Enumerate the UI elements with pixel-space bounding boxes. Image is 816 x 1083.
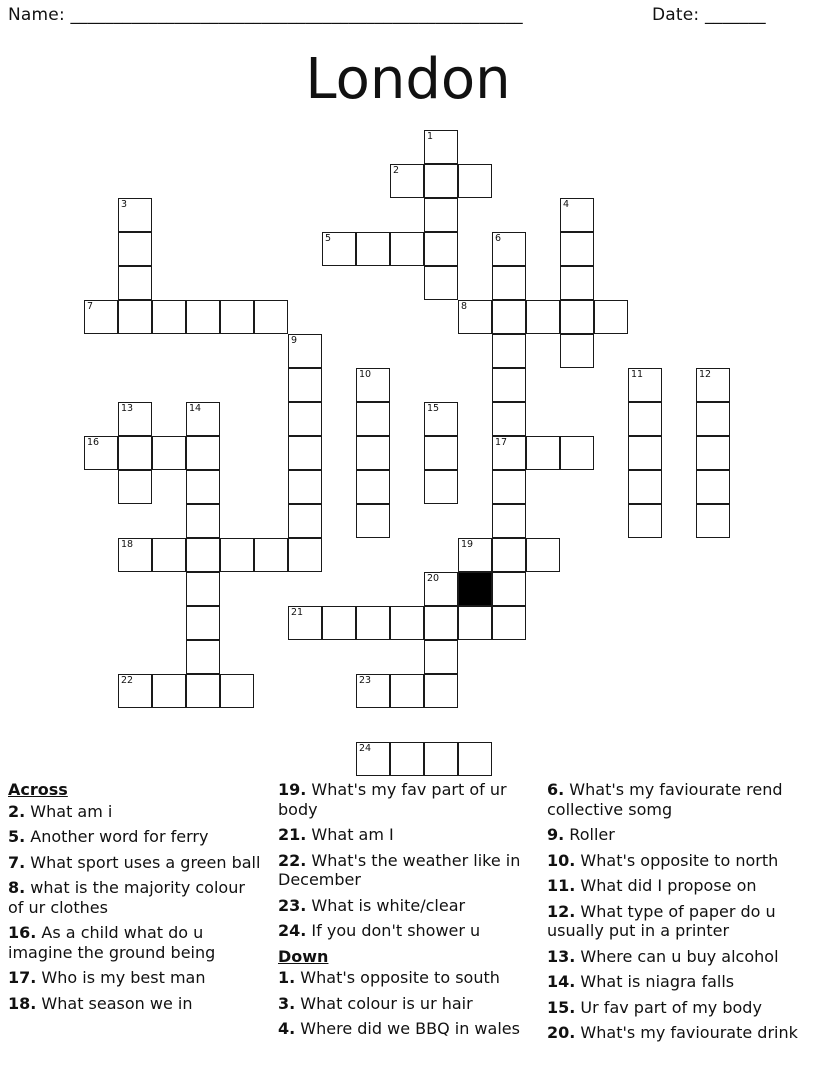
- clue-number-label: 24.: [278, 921, 307, 940]
- clue-number-label: 3.: [278, 993, 296, 1013]
- grid-cell[interactable]: [458, 742, 492, 776]
- grid-cell[interactable]: [118, 402, 152, 436]
- clue-number: 19: [461, 539, 474, 550]
- clue-text: What season we in: [36, 993, 193, 1013]
- grid-cell[interactable]: [288, 504, 322, 538]
- down-heading: Down: [278, 946, 329, 966]
- grid-cell[interactable]: [356, 232, 390, 266]
- clue-number: 11: [631, 369, 644, 380]
- grid-cell[interactable]: [118, 198, 152, 232]
- clues-column-1: [8, 780, 263, 1019]
- clue-number: 6: [495, 233, 502, 244]
- grid-cell[interactable]: [322, 606, 356, 640]
- grid-cell[interactable]: [356, 674, 390, 708]
- clue-text: What is niagra falls: [575, 972, 735, 991]
- grid-cell[interactable]: [220, 674, 254, 708]
- down-clue: [278, 994, 533, 1014]
- grid-cell[interactable]: [288, 334, 322, 368]
- grid-cell[interactable]: [424, 198, 458, 232]
- grid-cell[interactable]: [356, 368, 390, 402]
- grid-cell[interactable]: [458, 538, 492, 572]
- across-clue: [278, 851, 533, 890]
- clue-number: 10: [359, 369, 372, 380]
- grid-cell[interactable]: [628, 470, 662, 504]
- grid-cell[interactable]: [492, 266, 526, 300]
- grid-cell[interactable]: [424, 470, 458, 504]
- grid-cell[interactable]: [424, 402, 458, 436]
- grid-cell[interactable]: [186, 470, 220, 504]
- clue-text: What sport uses a green ball: [25, 852, 261, 872]
- clues-column-2: [278, 780, 533, 1045]
- across-clue: [8, 853, 263, 873]
- down-clue: [547, 947, 809, 967]
- clues-column-3: [547, 780, 809, 1049]
- grid-cell[interactable]: [118, 266, 152, 300]
- grid-cell[interactable]: [220, 538, 254, 572]
- clue-number: 1: [427, 131, 434, 142]
- grid-cell[interactable]: [356, 470, 390, 504]
- grid-cell[interactable]: [152, 538, 186, 572]
- clue-number: 3: [121, 199, 128, 210]
- grid-cell[interactable]: [186, 640, 220, 674]
- clue-text: Where did we BBQ in wales: [295, 1019, 520, 1038]
- clue-text: What is white/clear: [306, 895, 466, 915]
- clue-number-label: 5.: [8, 827, 26, 846]
- clue-number: 18: [121, 539, 134, 550]
- grid-cell[interactable]: [424, 232, 458, 266]
- grid-cell[interactable]: [492, 606, 526, 640]
- down-clue: [278, 1019, 533, 1039]
- down-clue: [547, 902, 809, 941]
- clue-number: 21: [291, 607, 304, 618]
- grid-cell[interactable]: [118, 232, 152, 266]
- grid-cell[interactable]: [186, 606, 220, 640]
- grid-cell[interactable]: [186, 674, 220, 708]
- clue-number: 8: [461, 301, 468, 312]
- grid-cell[interactable]: [186, 572, 220, 606]
- grid-cell[interactable]: [390, 232, 424, 266]
- grid-cell[interactable]: [424, 130, 458, 164]
- grid-cell[interactable]: [424, 674, 458, 708]
- grid-cell[interactable]: [696, 470, 730, 504]
- clue-number-label: 16.: [8, 923, 37, 942]
- grid-cell[interactable]: [288, 606, 322, 640]
- grid-cell[interactable]: [186, 300, 220, 334]
- grid-cell[interactable]: [492, 538, 526, 572]
- clue-text: Where can u buy alcohol: [575, 946, 779, 966]
- grid-cell[interactable]: [458, 300, 492, 334]
- grid-cell[interactable]: [254, 538, 288, 572]
- clue-text: What's my fav part of ur body: [278, 780, 507, 819]
- clue-number: 22: [121, 675, 134, 686]
- clue-number: 13: [121, 403, 134, 414]
- clue-number: 23: [359, 675, 372, 686]
- down-clue: [278, 968, 533, 988]
- grid-cell[interactable]: [152, 436, 186, 470]
- grid-cell[interactable]: [288, 538, 322, 572]
- clue-number: 4: [563, 199, 570, 210]
- puzzle-title: London: [305, 47, 511, 112]
- clue-number-label: 14.: [547, 972, 576, 991]
- grid-cell[interactable]: [186, 402, 220, 436]
- clue-number-label: 9.: [547, 825, 565, 844]
- clue-number: 20: [427, 573, 440, 584]
- clue-number-label: 11.: [547, 876, 576, 895]
- clue-number: 9: [291, 335, 298, 346]
- grid-cell[interactable]: [84, 436, 118, 470]
- across-clue: [8, 968, 263, 988]
- grid-cell[interactable]: [696, 504, 730, 538]
- clue-number: 5: [325, 233, 332, 244]
- clue-text: Ur fav part of my body: [575, 997, 762, 1017]
- clue-text: What did I propose on: [575, 876, 757, 895]
- grid-cell[interactable]: [492, 402, 526, 436]
- grid-cell[interactable]: [186, 436, 220, 470]
- grid-cell[interactable]: [696, 368, 730, 402]
- down-clue: [547, 998, 809, 1018]
- clue-number-label: 6.: [547, 780, 565, 799]
- grid-cell[interactable]: [424, 640, 458, 674]
- grid-cell[interactable]: [458, 164, 492, 198]
- grid-cell[interactable]: [390, 606, 424, 640]
- grid-cell[interactable]: [390, 164, 424, 198]
- clue-number: 2: [393, 165, 400, 176]
- clue-text: What type of paper do u usually put in a printer: [547, 901, 776, 940]
- grid-cell[interactable]: [560, 198, 594, 232]
- grid-cell[interactable]: [560, 266, 594, 300]
- grid-cell[interactable]: [594, 300, 628, 334]
- grid-cell[interactable]: [492, 572, 526, 606]
- across-clue: [278, 921, 533, 941]
- name-field-label: Name: ____________________________________________________: [8, 5, 523, 25]
- grid-cell[interactable]: [186, 538, 220, 572]
- grid-cell[interactable]: [628, 368, 662, 402]
- across-heading: Across: [8, 780, 68, 799]
- clue-number-label: 21.: [278, 825, 307, 844]
- grid-cell[interactable]: [186, 504, 220, 538]
- across-clue: [278, 896, 533, 916]
- grid-cell[interactable]: [628, 436, 662, 470]
- grid-cell[interactable]: [288, 402, 322, 436]
- grid-cell[interactable]: [254, 300, 288, 334]
- across-clue: [8, 994, 263, 1014]
- clue-text: What's opposite to south: [295, 968, 500, 987]
- grid-cell[interactable]: [560, 232, 594, 266]
- grid-cell[interactable]: [458, 606, 492, 640]
- down-clue: [547, 851, 809, 871]
- grid-cell[interactable]: [492, 334, 526, 368]
- clue-number-label: 4.: [278, 1019, 296, 1038]
- clue-text: What am I: [306, 825, 394, 844]
- clue-text: As a child what do u imagine the ground being: [8, 923, 216, 962]
- clue-number: 15: [427, 403, 440, 414]
- grid-cell[interactable]: [492, 232, 526, 266]
- clue-text: What's my faviourate drink: [575, 1023, 798, 1042]
- date-field-label: Date: _______: [652, 5, 766, 25]
- clue-text: Roller: [564, 825, 615, 844]
- clue-text: What's my faviourate rend collective somg: [547, 780, 783, 819]
- across-clue: [278, 825, 533, 845]
- grid-cell[interactable]: [492, 504, 526, 538]
- clue-number-label: 18.: [8, 993, 37, 1013]
- black-grid-cell: [458, 572, 492, 606]
- clue-number-label: 8.: [8, 878, 26, 897]
- grid-cell[interactable]: [356, 436, 390, 470]
- clue-number: 16: [87, 437, 100, 448]
- grid-cell[interactable]: [526, 300, 560, 334]
- grid-cell[interactable]: [152, 674, 186, 708]
- grid-cell[interactable]: [696, 402, 730, 436]
- across-clue: [8, 802, 263, 822]
- grid-cell[interactable]: [288, 470, 322, 504]
- clue-text: If you don't shower u: [306, 921, 481, 940]
- grid-cell[interactable]: [526, 436, 560, 470]
- clue-number: 7: [87, 301, 94, 312]
- grid-cell[interactable]: [118, 674, 152, 708]
- clue-number-label: 23.: [278, 895, 307, 915]
- clue-number-label: 17.: [8, 968, 37, 987]
- grid-cell[interactable]: [152, 300, 186, 334]
- grid-cell[interactable]: [118, 538, 152, 572]
- grid-cell[interactable]: [560, 436, 594, 470]
- across-clue: [8, 827, 263, 847]
- grid-cell[interactable]: [118, 470, 152, 504]
- clue-number-label: 15.: [547, 997, 576, 1017]
- clue-text: What am i: [25, 801, 113, 821]
- grid-cell[interactable]: [424, 266, 458, 300]
- down-clue: [547, 825, 809, 845]
- grid-cell[interactable]: [424, 164, 458, 198]
- grid-cell[interactable]: [424, 572, 458, 606]
- grid-cell[interactable]: [696, 436, 730, 470]
- grid-cell[interactable]: [424, 436, 458, 470]
- across-clue: [278, 780, 533, 819]
- grid-cell[interactable]: [288, 436, 322, 470]
- clue-number: 12: [699, 369, 712, 380]
- clue-number: 24: [359, 743, 372, 754]
- grid-cell[interactable]: [118, 300, 152, 334]
- grid-cell[interactable]: [560, 334, 594, 368]
- grid-cell[interactable]: [526, 538, 560, 572]
- down-clue: [547, 876, 809, 896]
- grid-cell[interactable]: [84, 300, 118, 334]
- clue-number-label: 7.: [8, 852, 26, 872]
- grid-cell[interactable]: [492, 368, 526, 402]
- grid-cell[interactable]: [288, 368, 322, 402]
- clue-text: What's the weather like in December: [278, 850, 521, 889]
- across-clue: [8, 878, 263, 917]
- grid-cell[interactable]: [492, 470, 526, 504]
- grid-cell[interactable]: [424, 742, 458, 776]
- down-clue: [547, 1023, 809, 1043]
- clue-number: 17: [495, 437, 508, 448]
- grid-cell[interactable]: [356, 606, 390, 640]
- grid-cell[interactable]: [390, 742, 424, 776]
- clue-number-label: 12.: [547, 901, 576, 921]
- grid-cell[interactable]: [390, 674, 424, 708]
- grid-cell[interactable]: [118, 436, 152, 470]
- clue-number-label: 2.: [8, 801, 26, 821]
- clue-text: Another word for ferry: [25, 827, 209, 846]
- clue-text: Who is my best man: [36, 968, 206, 987]
- clue-text: What colour is ur hair: [295, 993, 473, 1013]
- grid-cell[interactable]: [322, 232, 356, 266]
- clue-number-label: 19.: [278, 780, 307, 799]
- grid-cell[interactable]: [356, 742, 390, 776]
- grid-cell[interactable]: [492, 300, 526, 334]
- clue-text: What's opposite to north: [575, 850, 779, 870]
- clue-number-label: 20.: [547, 1023, 576, 1042]
- clue-text: what is the majority colour of ur clothes: [8, 878, 245, 917]
- clue-number-label: 10.: [547, 850, 576, 870]
- grid-cell[interactable]: [424, 606, 458, 640]
- grid-cell[interactable]: [628, 504, 662, 538]
- clue-number-label: 13.: [547, 946, 576, 966]
- grid-cell[interactable]: [560, 300, 594, 334]
- grid-cell[interactable]: [220, 300, 254, 334]
- grid-cell[interactable]: [628, 402, 662, 436]
- grid-cell[interactable]: [492, 436, 526, 470]
- clue-number: 14: [189, 403, 202, 414]
- down-clue: [547, 972, 809, 992]
- clue-number-label: 22.: [278, 850, 307, 870]
- clue-number-label: 1.: [278, 968, 296, 987]
- down-clue: [547, 780, 809, 819]
- across-clue: [8, 923, 263, 962]
- grid-cell[interactable]: [356, 504, 390, 538]
- grid-cell[interactable]: [356, 402, 390, 436]
